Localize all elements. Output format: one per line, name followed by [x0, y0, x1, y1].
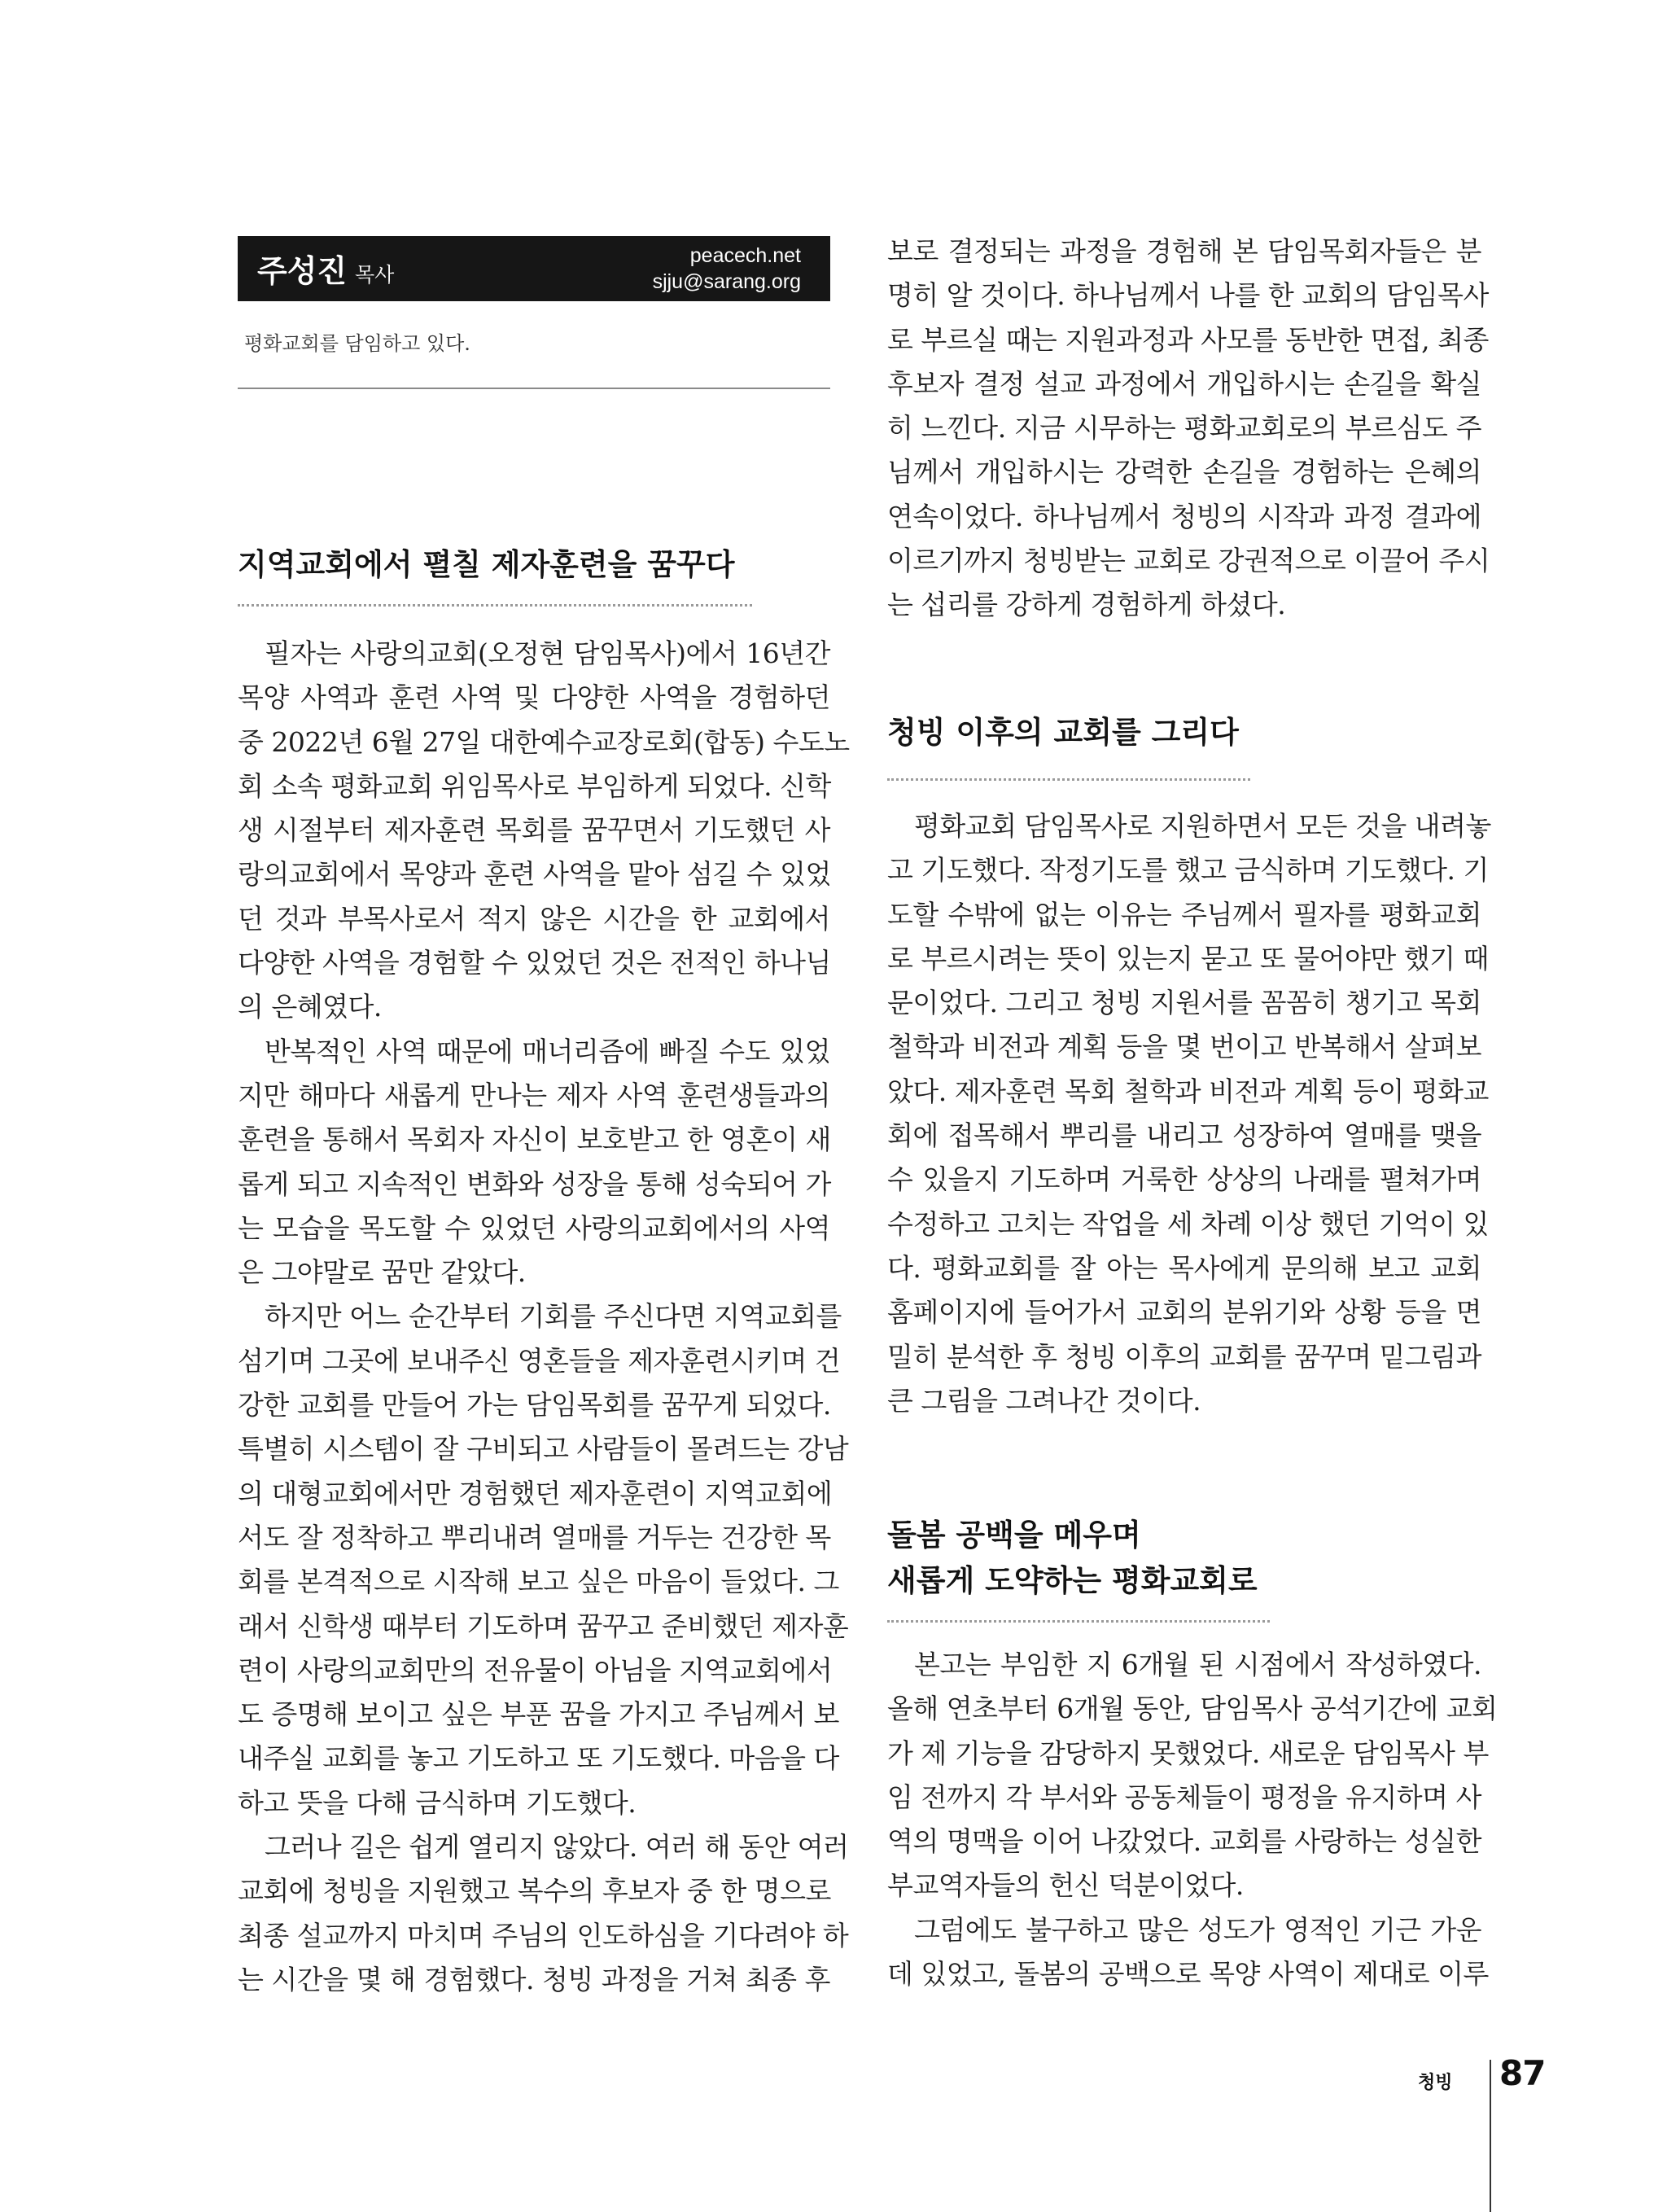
text-line: 섬기며 그곳에 보내주신 영혼들을 제자훈련시키며 건: [238, 1344, 841, 1377]
section-heading-1: [238, 542, 735, 588]
page-number: 87: [1499, 2053, 1546, 2093]
text-line: 회에 접목해서 뿌리를 내리고 성장하여 열매를 맺을: [887, 1119, 1481, 1152]
text-line: 본고는 부임한 지 6개월 된 시점에서 작성하였다.: [914, 1649, 1481, 1680]
footer-label: 청빙: [1418, 2073, 1453, 2093]
paragraph: [238, 632, 850, 1030]
text-line: 후보자 결정 설교 과정에서 개입하시는 손길을 확실: [887, 367, 1481, 400]
text-line: 훈련을 통해서 목회자 자신이 보호받고 한 영혼이 새: [238, 1124, 831, 1156]
author-email[interactable]: sjju@sarang.org: [652, 270, 801, 293]
text-line: 도할 수밖에 없는 이유는 주님께서 필자를 평화교회: [887, 898, 1481, 931]
text-line: 지만 해마다 새롭게 만나는 제자 사역 훈련생들과의: [238, 1079, 830, 1111]
text-line: 다양한 사역을 경험할 수 있었던 것은 전적인 하나님: [238, 947, 831, 979]
left-column-body: [238, 632, 850, 2002]
text-line: 중 2022년 6월 27일 대한예수교장로회(합동) 수도노: [238, 725, 850, 758]
text-line: 았다. 제자훈련 목회 철학과 비전과 계획 등이 평화교: [887, 1075, 1489, 1107]
text-line: 역의 명맥을 이어 나갔었다. 교회를 사랑하는 성실한: [887, 1825, 1481, 1858]
section-heading-3: [887, 1513, 1258, 1604]
heading-divider-1: [238, 604, 752, 607]
text-line: 큰 그림을 그려나간 것이다.: [887, 1384, 1201, 1417]
section-heading-1-line: 지역교회에서 펼칠 제자훈련을 꿈꾸다: [238, 547, 735, 582]
text-line: 련이 사랑의교회만의 전유물이 아님을 지역교회에서: [238, 1654, 833, 1686]
text-line: 가 제 기능을 감당하지 못했었다. 새로운 담임목사 부: [887, 1737, 1489, 1769]
right-column-continuation: [887, 230, 1490, 628]
text-line: 홈페이지에 들어가서 교회의 분위기와 상황 등을 면: [887, 1296, 1481, 1329]
text-line: 밀히 분석한 후 청빙 이후의 교회를 꿈꾸며 밑그림과: [887, 1340, 1481, 1373]
text-line: 은 그야말로 꿈만 같았다.: [238, 1256, 526, 1289]
author-divider: [238, 388, 830, 389]
text-line: 이르기까지 청빙받는 교회로 강권적으로 이끌어 주시: [887, 545, 1490, 577]
heading-divider-2: [887, 778, 1250, 781]
section-heading-2: [887, 710, 1239, 756]
text-line: 는 시간을 몇 해 경험했다. 청빙 과정을 거쳐 최종 후: [238, 1963, 830, 1995]
paragraph: [887, 1908, 1489, 1997]
paragraph: [887, 804, 1491, 1423]
text-line: 그럼에도 불구하고 많은 성도가 영적인 기근 가운: [914, 1913, 1481, 1946]
text-line: 던 것과 부목사로서 적지 않은 시간을 한 교회에서: [238, 902, 830, 935]
text-line: 연속이었다. 하나님께서 청빙의 시작과 과정 결과에: [887, 500, 1481, 532]
text-line: 님께서 개입하시는 강력한 손길을 경험하는 은혜의: [887, 456, 1481, 488]
text-line: 는 모습을 목도할 수 있었던 사랑의교회에서의 사역: [238, 1211, 830, 1244]
text-line: 수 있을지 기도하며 거룩한 상상의 나래를 펼쳐가며: [887, 1163, 1481, 1196]
text-line: 문이었다. 그리고 청빙 지원서를 꼼꼼히 챙기고 목회: [887, 987, 1481, 1019]
text-line: 는 섭리를 강하게 경험하게 하셨다.: [887, 589, 1286, 621]
author-name: 주성진: [257, 253, 348, 289]
text-line: 하고 뜻을 다해 금식하며 기도했다.: [238, 1786, 637, 1819]
section-heading-2-line: 청빙 이후의 교회를 그리다: [887, 715, 1239, 750]
text-line: 서도 잘 정착하고 뿌리내려 열매를 거두는 건강한 목: [238, 1521, 831, 1553]
text-line: 수정하고 고치는 작업을 세 차례 이상 했던 기억이 있: [887, 1207, 1489, 1240]
text-line: 데 있었고, 돌봄의 공백으로 목양 사역이 제대로 이루: [887, 1958, 1489, 1991]
text-line: 내주실 교회를 놓고 기도하고 또 기도했다. 마음을 다: [238, 1742, 839, 1775]
text-line: 의 대형교회에서만 경험했던 제자훈련이 지역교회에: [238, 1477, 833, 1509]
paragraph: [238, 1030, 830, 1295]
paragraph: [887, 1643, 1498, 1908]
heading-divider-3: [887, 1620, 1270, 1623]
text-line: 하지만 어느 순간부터 기회를 주신다면 지역교회를: [265, 1300, 842, 1333]
text-line: 로 부르시려는 뜻이 있는지 묻고 또 물어야만 했기 때: [887, 942, 1489, 975]
text-line: 임 전까지 각 부서와 공동체들이 평정을 유지하며 사: [887, 1781, 1481, 1813]
text-line: 히 느낀다. 지금 시무하는 평화교회로의 부르심도 주: [887, 412, 1481, 445]
section-heading-3-line-1: 돌봄 공백을 메우며: [887, 1518, 1141, 1553]
author-contact: [653, 243, 801, 295]
text-line: 명히 알 것이다. 하나님께서 나를 한 교회의 담임목사: [887, 279, 1489, 312]
text-line: 교회에 청빙을 지원했고 복수의 후보자 중 한 명으로: [238, 1875, 831, 1908]
author-bio: 평화교회를 담임하고 있다.: [244, 332, 470, 355]
text-line: 회 소속 평화교회 위임목사로 부임하게 되었다. 신학: [238, 769, 831, 802]
text-line: 래서 신학생 때부터 기도하며 꿈꾸고 준비했던 제자훈: [238, 1610, 849, 1642]
text-line: 철학과 비전과 계획 등을 몇 번이고 반복해서 살펴보: [887, 1031, 1481, 1063]
text-line: 부교역자들의 헌신 덕분이었다.: [887, 1869, 1244, 1902]
text-line: 다. 평화교회를 잘 아는 목사에게 문의해 보고 교회: [887, 1251, 1481, 1284]
text-line: 랑의교회에서 목양과 훈련 사역을 맡아 섬길 수 있었: [238, 858, 831, 891]
text-line: 올해 연초부터 6개월 동안, 담임목사 공석기간에 교회: [887, 1693, 1498, 1725]
text-line: 의 은혜였다.: [238, 991, 382, 1023]
paragraph: [238, 1294, 849, 1825]
text-line: 평화교회 담임목사로 지원하면서 모든 것을 내려놓: [914, 810, 1491, 842]
text-line: 생 시절부터 제자훈련 목회를 꿈꾸면서 기도했던 사: [238, 814, 830, 847]
paragraph: [887, 230, 1490, 628]
text-line: 그러나 길은 쉽게 열리지 않았다. 여러 해 동안 여러: [265, 1831, 849, 1864]
paragraph: [238, 1825, 849, 2002]
right-column-section-3: [887, 1643, 1498, 1996]
right-column-section-2: [887, 804, 1491, 1423]
section-heading-3-line-2: 새롭게 도약하는 평화교회로: [887, 1563, 1258, 1598]
text-line: 강한 교회를 만들어 가는 담임목회를 꿈꾸게 되었다.: [238, 1389, 831, 1421]
text-line: 특별히 시스템이 잘 구비되고 사람들이 몰려드는 강남: [238, 1433, 849, 1465]
text-line: 도 증명해 보이고 싶은 부푼 꿈을 가지고 주님께서 보: [238, 1698, 839, 1731]
text-line: 롭게 되고 지속적인 변화와 성장을 통해 성숙되어 가: [238, 1167, 831, 1200]
text-line: 반복적인 사역 때문에 매너리즘에 빠질 수도 있었: [265, 1035, 830, 1067]
text-line: 고 기도했다. 작정기도를 했고 금식하며 기도했다. 기: [887, 854, 1489, 887]
footer-rule: [1490, 2060, 1491, 2212]
text-line: 최종 설교까지 마치며 주님의 인도하심을 기다려야 하: [238, 1919, 849, 1951]
text-line: 필자는 사랑의교회(오정현 담임목사)에서 16년간: [265, 637, 830, 669]
text-line: 목양 사역과 훈련 사역 및 다양한 사역을 경험하던: [238, 681, 830, 714]
text-line: 보로 결정되는 과정을 경험해 본 담임목회자들은 분: [887, 235, 1481, 267]
author-box: [238, 236, 830, 301]
text-line: 회를 본격적으로 시작해 보고 싶은 마음이 들었다. 그: [238, 1566, 839, 1598]
author-title: 목사: [355, 263, 395, 287]
text-line: 로 부르실 때는 지원과정과 사모를 동반한 면접, 최종: [887, 323, 1489, 356]
author-website[interactable]: peacech.net: [689, 244, 801, 267]
